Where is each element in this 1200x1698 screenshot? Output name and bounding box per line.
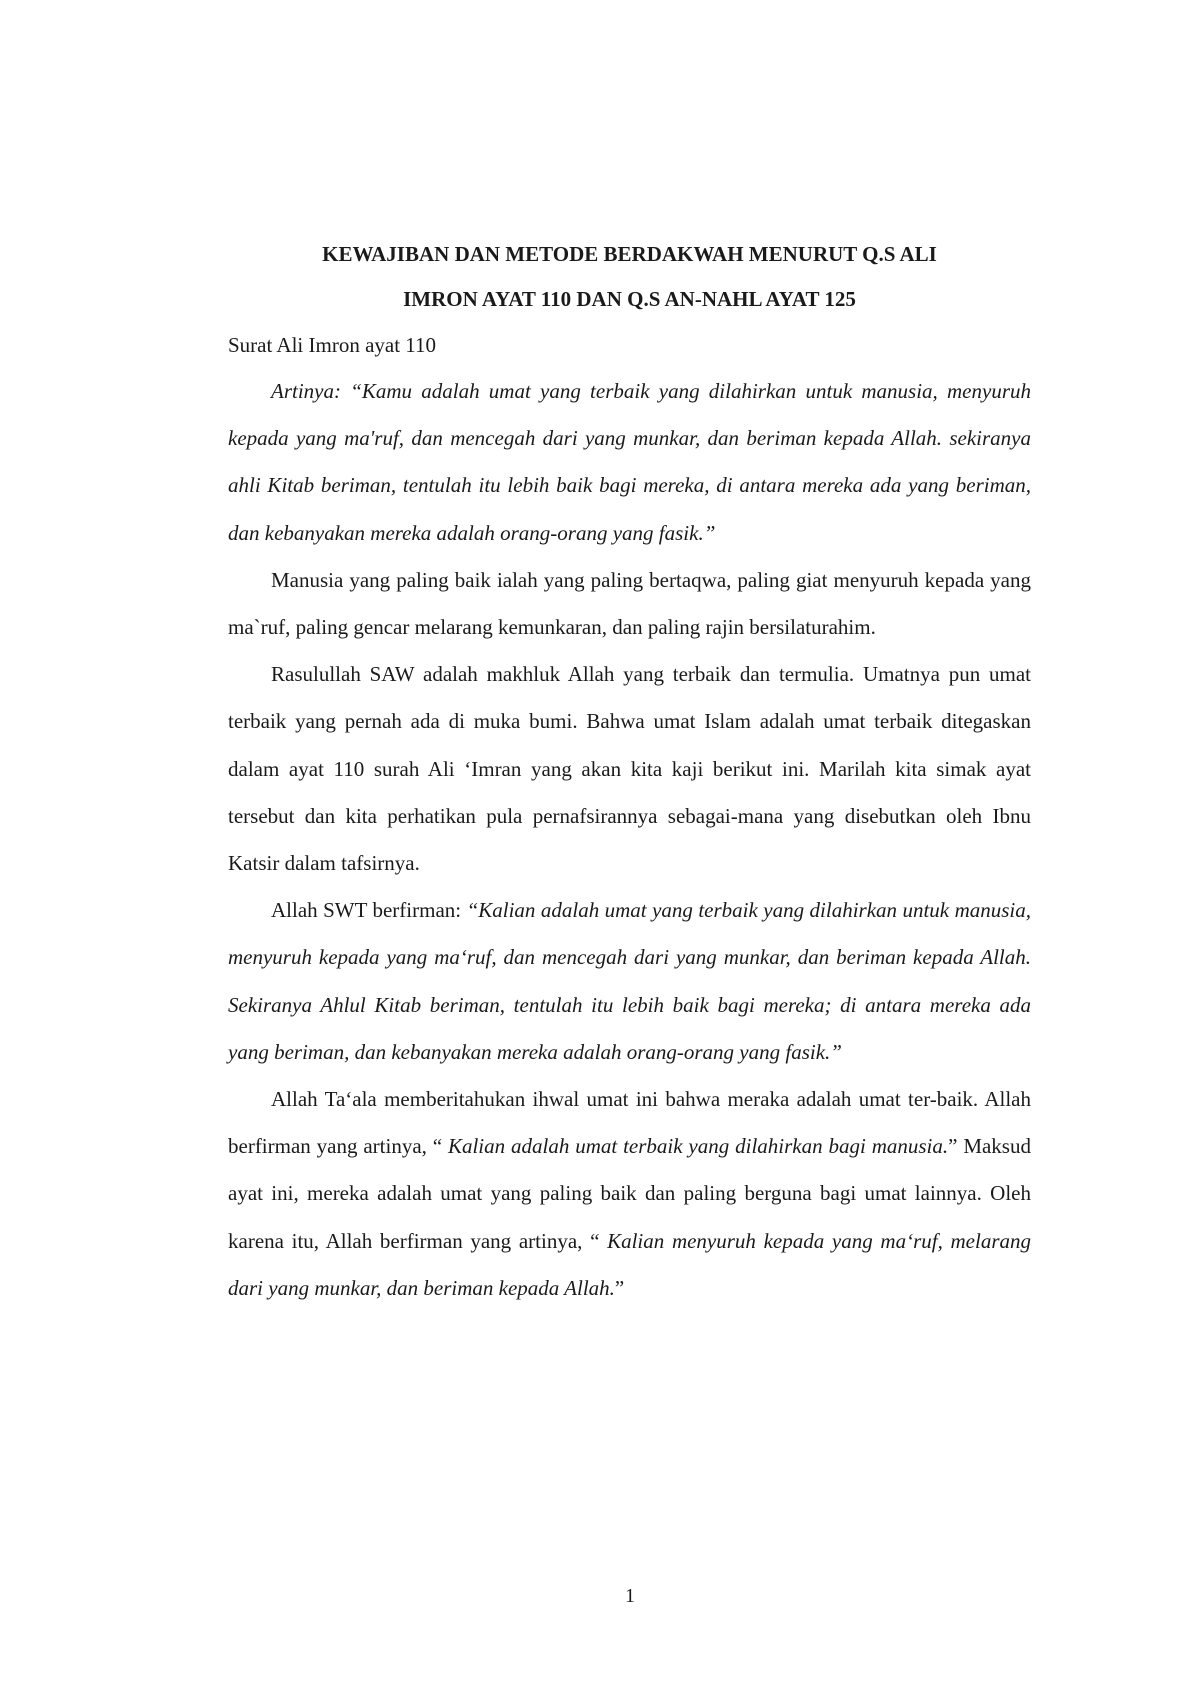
document-page <box>228 232 1031 1312</box>
paragraph-3-quote: “Kalian adalah umat yang terbaik yang dilahirkan untuk manusia, menyuruh kepada yang ma‘ruf, dan mencegah dari yang munkar, dan beriman kepada Allah. Sekiranya Ahlul Kitab beriman, tentulah itu lebih baik bagi mereka; di antara mereka ada yang beriman, dan kebanyakan mereka adalah orang-orang yang fasik.” <box>228 898 1031 1064</box>
paragraph-4 <box>228 1076 1031 1312</box>
paragraph-4-quote-2: Kalian menyuruh kepada yang ma‘ruf, melarang dari yang munkar, dan beriman kepada Allah. <box>228 1228 1031 1300</box>
document-title-line-2: IMRON AYAT 110 DAN Q.S AN-NAHL AYAT 125 <box>403 287 856 311</box>
paragraph-2: Rasulullah SAW adalah makhluk Allah yang terbaik dan termulia. Umatnya pun umat terbaik yang pernah ada di muka bumi. Bahwa umat Islam adalah umat terbaik ditegaskan dalam ayat 110 surah Ali ‘Imran yang akan kita kaji berikut ini. Marilah kita simak ayat tersebut dan kita perhatikan pula pernafsirannya sebagai-mana yang disebutkan oleh Ibnu Katsir dalam tafsirnya. <box>228 662 1031 876</box>
paragraph-4-part-c: ” <box>614 1275 625 1300</box>
paragraph-4-part-a: Allah Ta‘ala memberitahukan ihwal umat ini bahwa meraka adalah umat ter-baik. Allah berfirman yang artinya, “ <box>228 1087 1031 1159</box>
paragraph-4-part-b: ” Maksud ayat ini, mereka adalah umat yang paling baik dan paling berguna bagi umat lainnya. Oleh karena itu, Allah berfirman yang artinya, “ <box>228 1134 1031 1253</box>
paragraph-4-quote-1: Kalian adalah umat terbaik yang dilahirkan bagi manusia. <box>447 1134 949 1159</box>
verse-translation: Artinya: “Kamu adalah umat yang terbaik yang dilahirkan untuk manusia, menyuruh kepada yang ma'ruf, dan mencegah dari yang munkar, dan beriman kepada Allah. sekiranya ahli Kitab beriman, tentulah itu lebih baik bagi mereka, di antara mereka ada yang beriman, dan kebanyakan mereka adalah orang-orang yang fasik.” <box>228 379 1031 545</box>
document-title-line-1: KEWAJIBAN DAN METODE BERDAKWAH MENURUT Q.S ALI <box>322 242 937 266</box>
page-number: 1 <box>625 1585 635 1607</box>
section-label: Surat Ali Imron ayat 110 <box>228 333 437 357</box>
paragraph-1: Manusia yang paling baik ialah yang paling bertaqwa, paling giat menyuruh kepada yang ma`ruf, paling gencar melarang kemunkaran, dan paling rajin bersilaturahim. <box>228 567 1031 640</box>
paragraph-3-lead: Allah SWT berfirman: <box>271 898 467 923</box>
paragraph-3 <box>228 887 1031 1076</box>
